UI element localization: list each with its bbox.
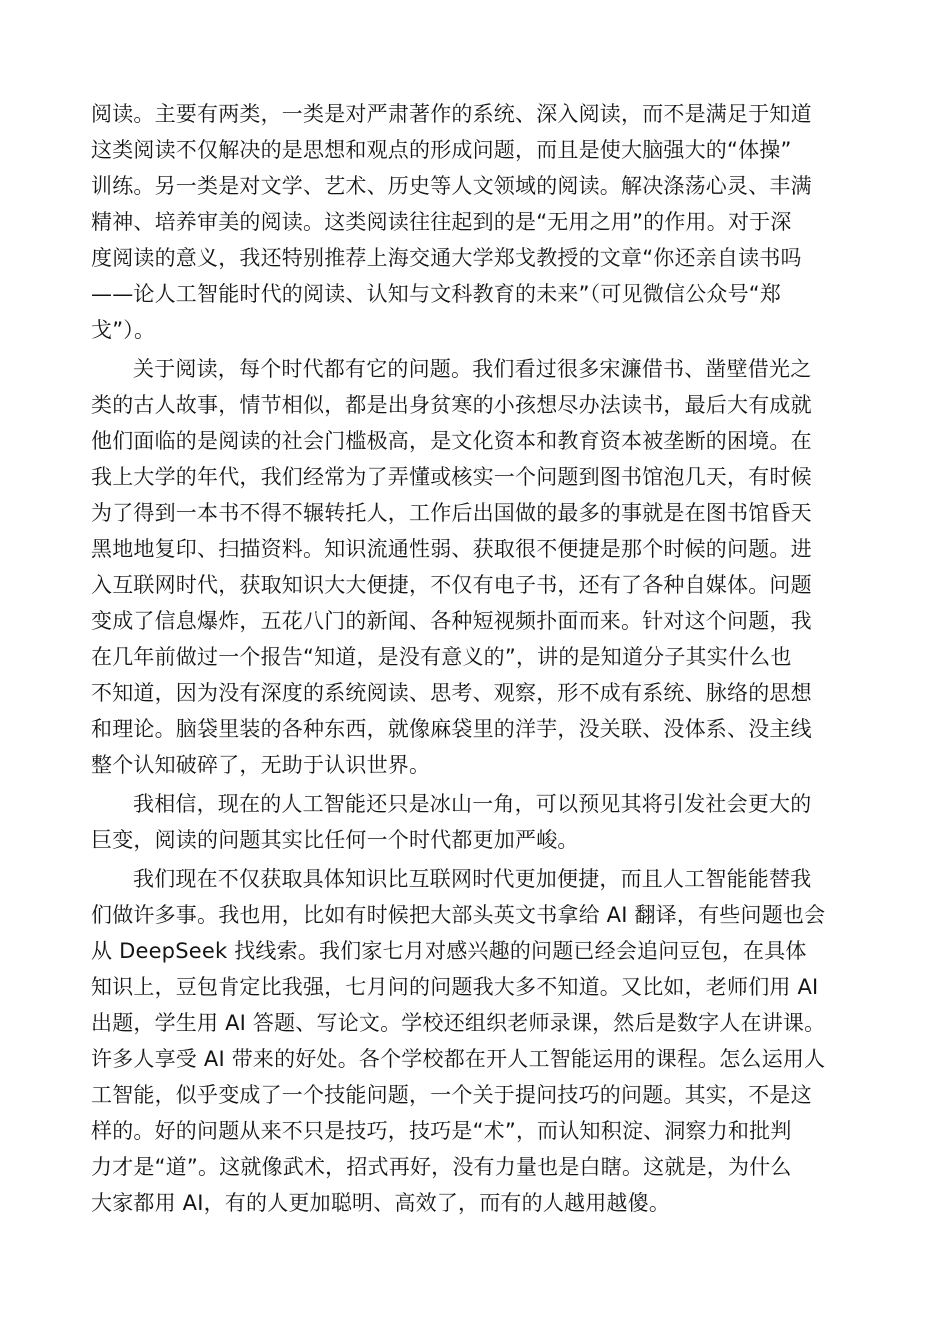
text-line: 我上大学的年代，我们经常为了弄懂或核实一个问题到图书馆泡几天，有时候 <box>91 465 812 489</box>
text-line: 整个认知破碎了，无助于认识世界。 <box>91 753 431 777</box>
text-line: 戈”）。 <box>91 318 156 342</box>
text-line: 为了得到一本书不得不辗转托人，工作后出国做的最多的事就是在图书馆昏天 <box>91 501 812 525</box>
text-line: 们做许多事。我也用，比如有时候把大部头英文书拿给 AI 翻译，有些问题也会 <box>91 903 826 927</box>
text-line: 工智能，似乎变成了一个技能问题，一个关于提问技巧的问题。其实，不是这 <box>91 1083 812 1107</box>
text-line: 大家都用 AI，有的人更加聪明、高效了，而有的人越用越傻。 <box>91 1191 671 1215</box>
text-line: 巨变，阅读的问题其实比任何一个时代都更加严峻。 <box>91 828 579 852</box>
text-line: 不知道，因为没有深度的系统阅读、思考、观察，形不成有系统、脉络的思想 <box>91 681 812 705</box>
text-line: 他们面临的是阅读的社会门槛极高，是文化资本和教育资本被垄断的困境。在 <box>91 429 812 453</box>
text-line: 变成了信息爆炸，五花八门的新闻、各种短视频扑面而来。针对这个问题，我 <box>91 609 812 633</box>
text-line: 力才是“道”。这就像武术，招式再好，没有力量也是白瞎。这就是，为什么 <box>91 1155 792 1179</box>
text-line: 阅读。主要有两类，一类是对严肃著作的系统、深入阅读，而不是满足于知道 <box>91 102 812 126</box>
paragraph-first-line: 我们现在不仅获取具体知识比互联网时代更加便捷，而且人工智能能替我 <box>133 867 812 891</box>
text-line: 出题，学生用 AI 答题、写论文。学校还组织老师录课，然后是数字人在讲课。 <box>91 1011 826 1035</box>
text-line: 从 DeepSeek 找线索。我们家七月对感兴趣的问题已经会追问豆包，在具体 <box>91 939 807 963</box>
text-line: 黑地地复印、扫描资料。知识流通性弱、获取很不便捷是那个时候的问题。进 <box>91 537 812 561</box>
paragraph-first-line: 我相信，现在的人工智能还只是冰山一角，可以预见其将引发社会更大的 <box>133 792 812 816</box>
text-line: 许多人享受 AI 带来的好处。各个学校都在开人工智能运用的课程。怎么运用人 <box>91 1047 826 1071</box>
text-line: 精神、培养审美的阅读。这类阅读往往起到的是“无用之用”的作用。对于深 <box>91 210 792 234</box>
text-line: 度阅读的意义，我还特别推荐上海交通大学郑戈教授的文章“你还亲自读书吗 <box>91 246 802 270</box>
text-line: 这类阅读不仅解决的是思想和观点的形成问题，而且是使大脑强大的“体操” <box>91 138 792 162</box>
text-line: 入互联网时代，获取知识大大便捷，不仅有电子书，还有了各种自媒体。问题 <box>91 573 812 597</box>
text-line: 样的。好的问题从来不只是技巧，技巧是“术”，而认知积淀、洞察力和批判 <box>91 1119 792 1143</box>
text-line: 知识上，豆包肯定比我强，七月问的问题我大多不知道。又比如，老师们用 AI <box>91 975 819 999</box>
text-line: 类的古人故事，情节相似，都是出身贫寒的小孩想尽办法读书，最后大有成就 <box>91 393 812 417</box>
text-line: 和理论。脑袋里装的各种东西，就像麻袋里的洋芋，没关联、没体系、没主线 <box>91 717 812 741</box>
paragraph-first-line: 关于阅读，每个时代都有它的问题。我们看过很多宋濂借书、凿壁借光之 <box>133 357 812 381</box>
text-line: ——论人工智能时代的阅读、认知与文科教育的未来”（可见微信公众号“郑 <box>91 282 782 306</box>
text-line: 在几年前做过一个报告“知道，是没有意义的”，讲的是知道分子其实什么也 <box>91 645 792 669</box>
text-line: 训练。另一类是对文学、艺术、历史等人文领域的阅读。解决涤荡心灵、丰满 <box>91 174 812 198</box>
